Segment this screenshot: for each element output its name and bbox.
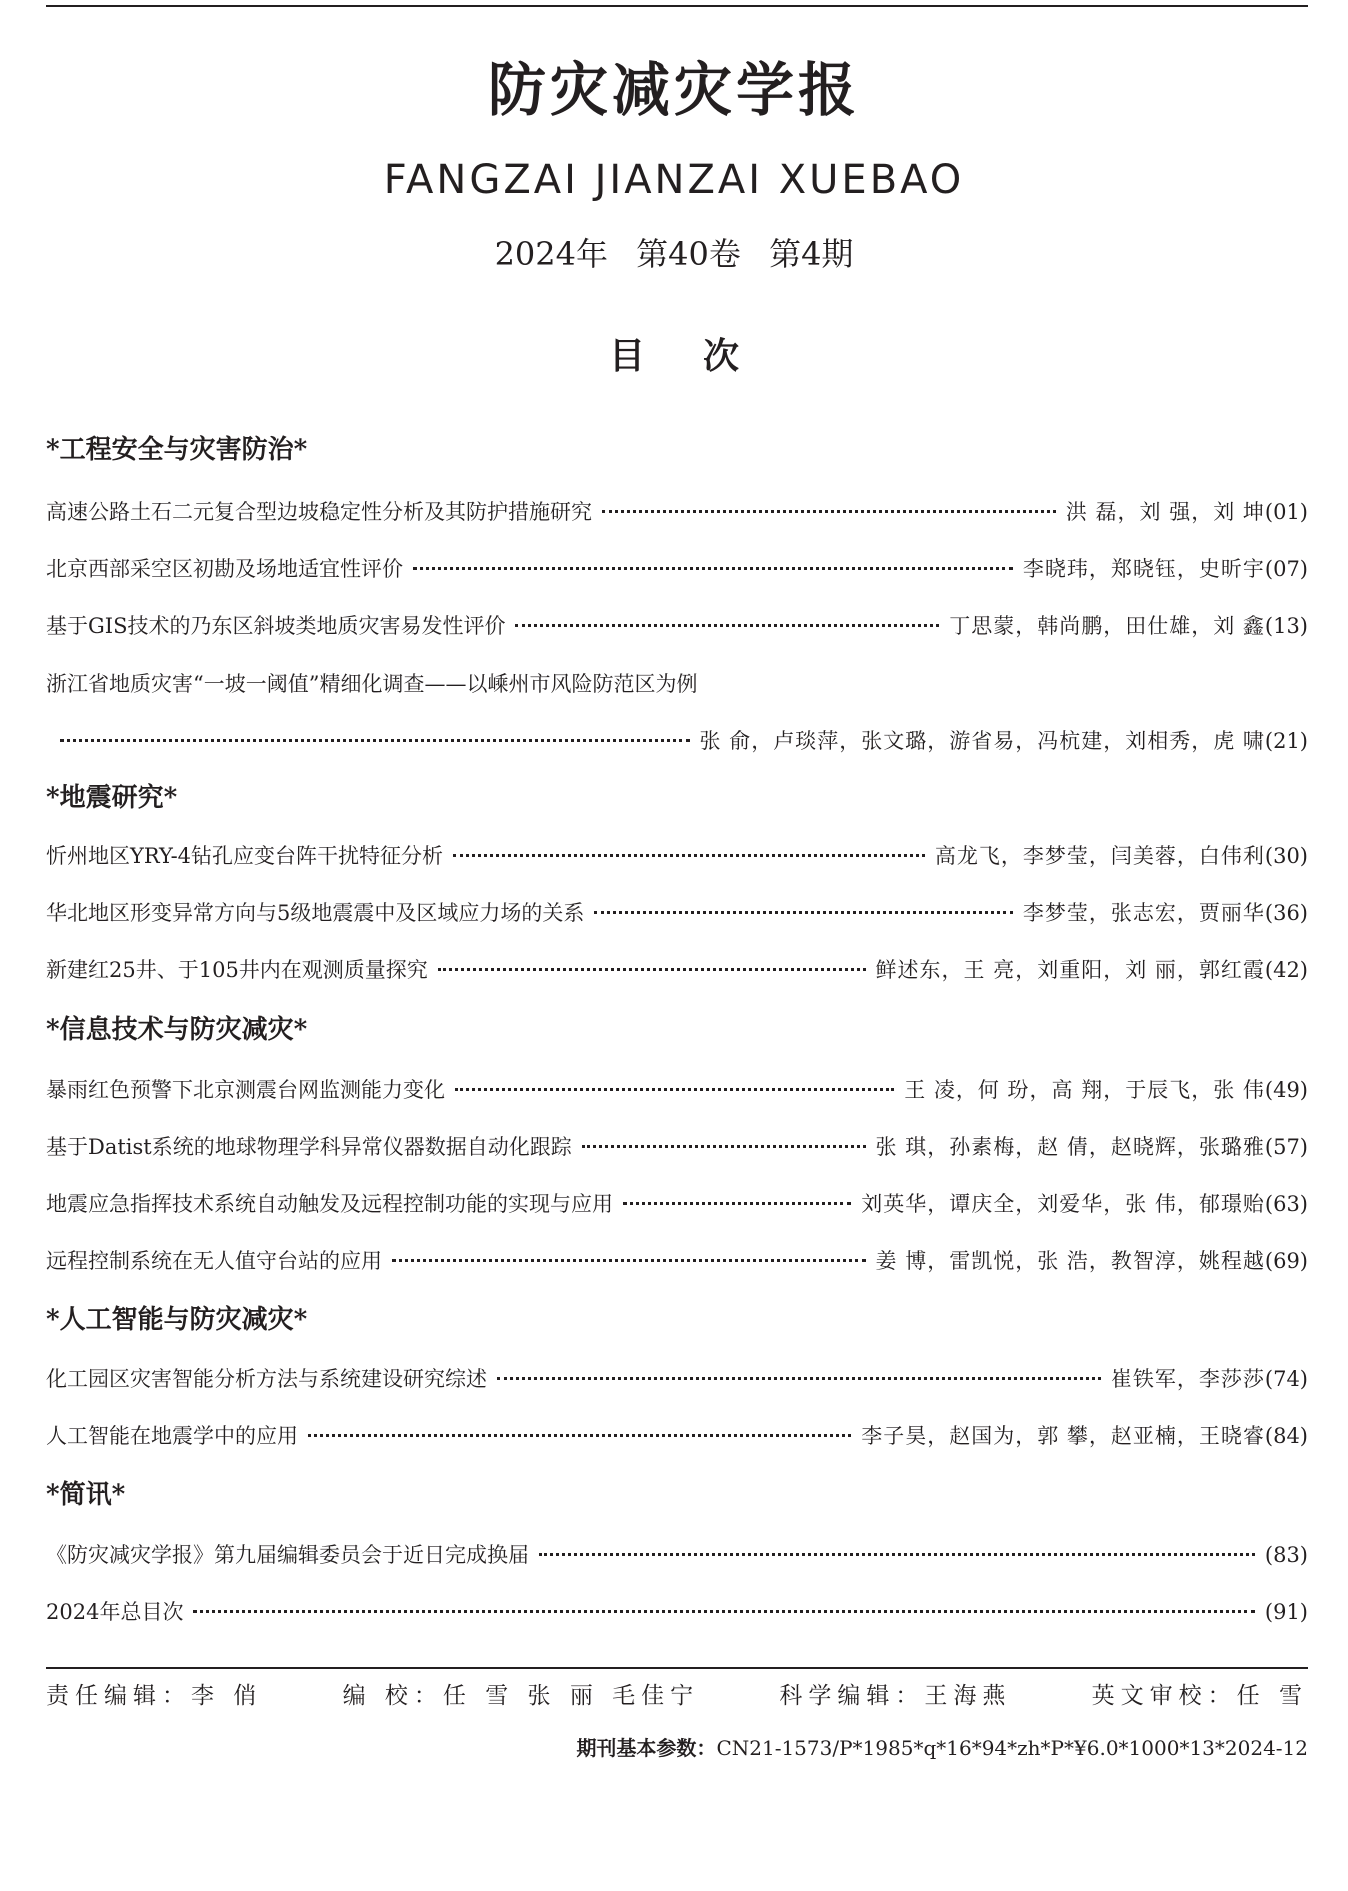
toc-entry[interactable] xyxy=(46,494,1308,530)
section-heading: *工程安全与灾害防治* xyxy=(46,435,308,465)
toc-entry[interactable] xyxy=(46,838,1308,874)
entry-title: 新建红25井、于105井内在观测质量探究 xyxy=(46,958,428,982)
entry-authors: 王 凌，何 玢，高 翔，于辰飞，张 伟 xyxy=(904,1078,1265,1102)
dot-leader xyxy=(539,1553,1255,1556)
entry-authors: 高龙飞，李梦莹，闫美蓉，白伟利 xyxy=(934,844,1265,868)
proofreaders: 编 校：任 雪 张 丽 毛佳宁 xyxy=(342,1683,700,1709)
staff-credits xyxy=(46,1676,1308,1716)
journal-title-en: FANGZAI JIANZAI XUEBAO xyxy=(383,157,965,203)
entry-page: (21) xyxy=(1264,729,1308,753)
entry-title: 北京西部采空区初勘及场地适宜性评价 xyxy=(46,557,403,581)
entry-authors: 刘英华，谭庆全，刘爱华，张 伟，郁璟贻 xyxy=(861,1192,1265,1216)
entry-page: (30) xyxy=(1264,844,1308,868)
entry-authors: 李梦莹，张志宏，贾丽华 xyxy=(1022,901,1265,925)
responsible-editor: 责任编辑：李 俏 xyxy=(46,1683,263,1709)
toc-entry[interactable] xyxy=(46,1537,1308,1573)
journal-title-cn: 防灾减灾学报 xyxy=(487,56,860,124)
entry-page: (63) xyxy=(1264,1192,1308,1216)
entry-authors: 洪 磊，刘 强，刘 坤 xyxy=(1065,500,1265,524)
toc-entry-title-line[interactable] xyxy=(46,666,1308,702)
entry-authors: 李晓玮，郑晓钰，史昕宇 xyxy=(1022,557,1265,581)
toc-entry[interactable] xyxy=(46,1361,1308,1397)
entry-title: 浙江省地质灾害“一坡一阈值”精细化调查——以嵊州市风险防范区为例 xyxy=(46,672,698,696)
entry-page: (42) xyxy=(1264,958,1308,982)
entry-title: 暴雨红色预警下北京测震台网监测能力变化 xyxy=(46,1078,445,1102)
entry-page: (01) xyxy=(1264,500,1308,524)
section-heading: *地震研究* xyxy=(46,783,178,813)
section-heading: *简讯* xyxy=(46,1480,126,1510)
entry-authors: 姜 博，雷凯悦，张 浩，教智淳，姚程越 xyxy=(875,1249,1265,1273)
dot-leader xyxy=(602,510,1056,513)
toc-entry[interactable] xyxy=(46,1594,1308,1630)
entry-page: (57) xyxy=(1264,1135,1308,1159)
dot-leader xyxy=(453,854,925,857)
dot-leader xyxy=(594,911,1013,914)
entry-page: (84) xyxy=(1264,1424,1308,1448)
entry-page: (74) xyxy=(1264,1367,1308,1391)
entry-page: (49) xyxy=(1264,1078,1308,1102)
entry-title: 高速公路土石二元复合型边坡稳定性分析及其防护措施研究 xyxy=(46,500,592,524)
entry-page: (13) xyxy=(1264,614,1308,638)
dot-leader xyxy=(455,1088,894,1091)
entry-page: (07) xyxy=(1264,557,1308,581)
journal-parameters xyxy=(576,1730,1308,1766)
toc-entry[interactable] xyxy=(46,1418,1308,1454)
dot-leader xyxy=(413,567,1013,570)
dot-leader xyxy=(623,1202,851,1205)
toc-entry[interactable] xyxy=(46,895,1308,931)
dot-leader xyxy=(308,1434,851,1437)
params-label: 期刊基本参数： xyxy=(576,1736,717,1760)
entry-title: 基于Datist系统的地球物理学科异常仪器数据自动化跟踪 xyxy=(46,1135,572,1159)
entry-authors: 李子昊，赵国为，郭 攀，赵亚楠，王晓睿 xyxy=(861,1424,1265,1448)
entry-authors: 张 俞，卢琰萍，张文璐，游省易，冯杭建，刘相秀，虎 啸 xyxy=(699,729,1265,753)
params-value: CN21-1573/P*1985*q*16*94*zh*P*¥6.0*1000*13*2024-12 xyxy=(716,1736,1308,1760)
entry-title: 地震应急指挥技术系统自动触发及远程控制功能的实现与应用 xyxy=(46,1192,613,1216)
dot-leader xyxy=(392,1259,866,1262)
toc-entry-continuation[interactable] xyxy=(60,723,1308,759)
science-editor: 科学编辑：王海燕 xyxy=(779,1683,1012,1709)
dot-leader xyxy=(60,739,690,742)
entry-title: 2024年总目次 xyxy=(46,1600,184,1624)
toc-heading: 目次 xyxy=(608,336,797,377)
entry-title: 化工园区灾害智能分析方法与系统建设研究综述 xyxy=(46,1367,487,1391)
dot-leader xyxy=(438,968,866,971)
entry-page: (83) xyxy=(1264,1543,1308,1567)
section-heading: *人工智能与防灾减灾* xyxy=(46,1305,308,1335)
toc-entry[interactable] xyxy=(46,1129,1308,1165)
toc-entry[interactable] xyxy=(46,952,1308,988)
toc-entry[interactable] xyxy=(46,608,1308,644)
toc-entry[interactable] xyxy=(46,1243,1308,1279)
dot-leader xyxy=(497,1377,1101,1380)
entry-title: 华北地区形变异常方向与5级地震震中及区域应力场的关系 xyxy=(46,901,585,925)
entry-page: (36) xyxy=(1264,901,1308,925)
top-rule xyxy=(46,5,1308,7)
issue-line: 2024年 第40卷 第4期 xyxy=(494,235,854,273)
entry-title: 基于GIS技术的乃东区斜坡类地质灾害易发性评价 xyxy=(46,614,506,638)
toc-entry[interactable] xyxy=(46,1186,1308,1222)
english-reviewer: 英文审校：任 雪 xyxy=(1091,1683,1308,1709)
section-heading: *信息技术与防灾减灾* xyxy=(46,1015,308,1045)
dot-leader xyxy=(193,1610,1254,1613)
entry-title: 忻州地区YRY-4钻孔应变台阵干扰特征分析 xyxy=(46,844,444,868)
entry-authors: 鲜述东，王 亮，刘重阳，刘 丽，郭红霞 xyxy=(875,958,1265,982)
entry-title: 《防灾减灾学报》第九届编辑委员会于近日完成换届 xyxy=(46,1543,529,1567)
entry-authors: 崔铁军，李莎莎 xyxy=(1110,1367,1265,1391)
bottom-rule xyxy=(46,1667,1308,1669)
toc-entry[interactable] xyxy=(46,551,1308,587)
entry-page: (69) xyxy=(1264,1249,1308,1273)
entry-page: (91) xyxy=(1264,1600,1308,1624)
entry-authors: 张 琪，孙素梅，赵 倩，赵晓辉，张璐雅 xyxy=(875,1135,1265,1159)
dot-leader xyxy=(582,1145,866,1148)
entry-title: 人工智能在地震学中的应用 xyxy=(46,1424,298,1448)
entry-title: 远程控制系统在无人值守台站的应用 xyxy=(46,1249,382,1273)
entry-authors: 丁思蒙，韩尚鹏，田仕雄，刘 鑫 xyxy=(949,614,1265,638)
toc-entry[interactable] xyxy=(46,1072,1308,1108)
dot-leader xyxy=(515,624,939,627)
